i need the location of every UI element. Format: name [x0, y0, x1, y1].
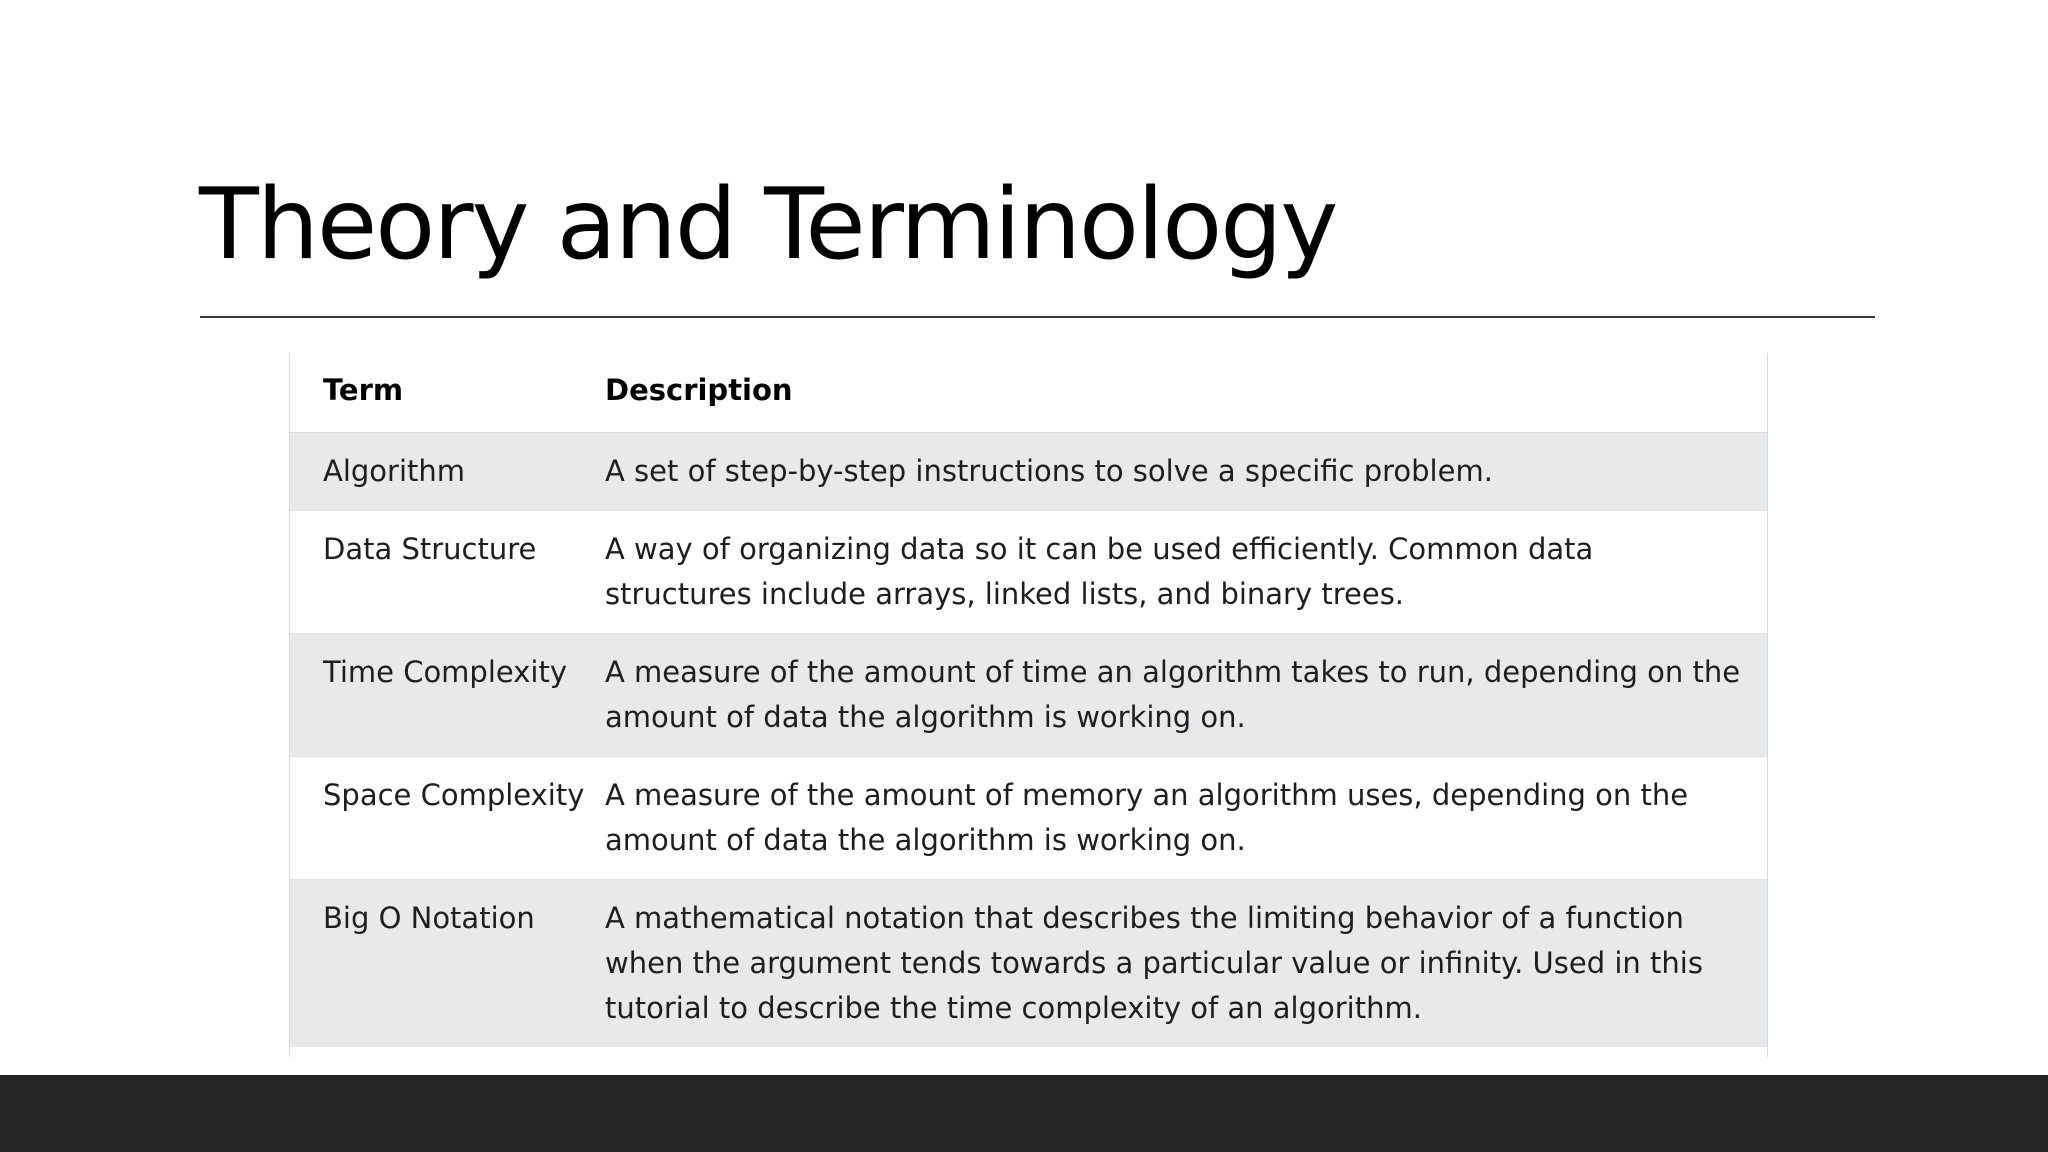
header-description: Description	[605, 353, 1767, 432]
description-cell: A mathematical notation that describes the limiting behavior of a function when the argument tends towards a particular value or infinity. Used in this tutorial to describe the time complexity of an algorithm.	[605, 879, 1767, 1047]
table-row	[290, 432, 1767, 510]
table-row	[290, 879, 1767, 1047]
table-row	[290, 510, 1767, 633]
term-cell: Algorithm	[290, 432, 605, 510]
description-cell: A way of organizing data so it can be used efficiently. Common data structures include arrays, linked lists, and binary trees.	[605, 510, 1767, 633]
term-cell: Space Complexity	[290, 756, 605, 879]
description-cell: A measure of the amount of time an algorithm takes to run, depending on the amount of data the algorithm is working on.	[605, 633, 1767, 756]
table-row	[290, 633, 1767, 756]
table-row	[290, 756, 1767, 879]
description-cell: A set of step-by-step instructions to solve a specific problem.	[605, 432, 1767, 510]
term-cell: Data Structure	[290, 510, 605, 633]
term-cell: Time Complexity	[290, 633, 605, 756]
terminology-table	[290, 353, 1767, 1047]
bottom-bar	[0, 1075, 2048, 1152]
title-divider	[200, 316, 1875, 318]
header-term: Term	[290, 353, 605, 432]
table-header-row	[290, 353, 1767, 432]
slide-title: Theory and Terminology	[199, 168, 1337, 282]
description-cell: A measure of the amount of memory an algorithm uses, depending on the amount of data the algorithm is working on.	[605, 756, 1767, 879]
term-cell: Big O Notation	[290, 879, 605, 1047]
terminology-table-container	[289, 353, 1768, 1057]
